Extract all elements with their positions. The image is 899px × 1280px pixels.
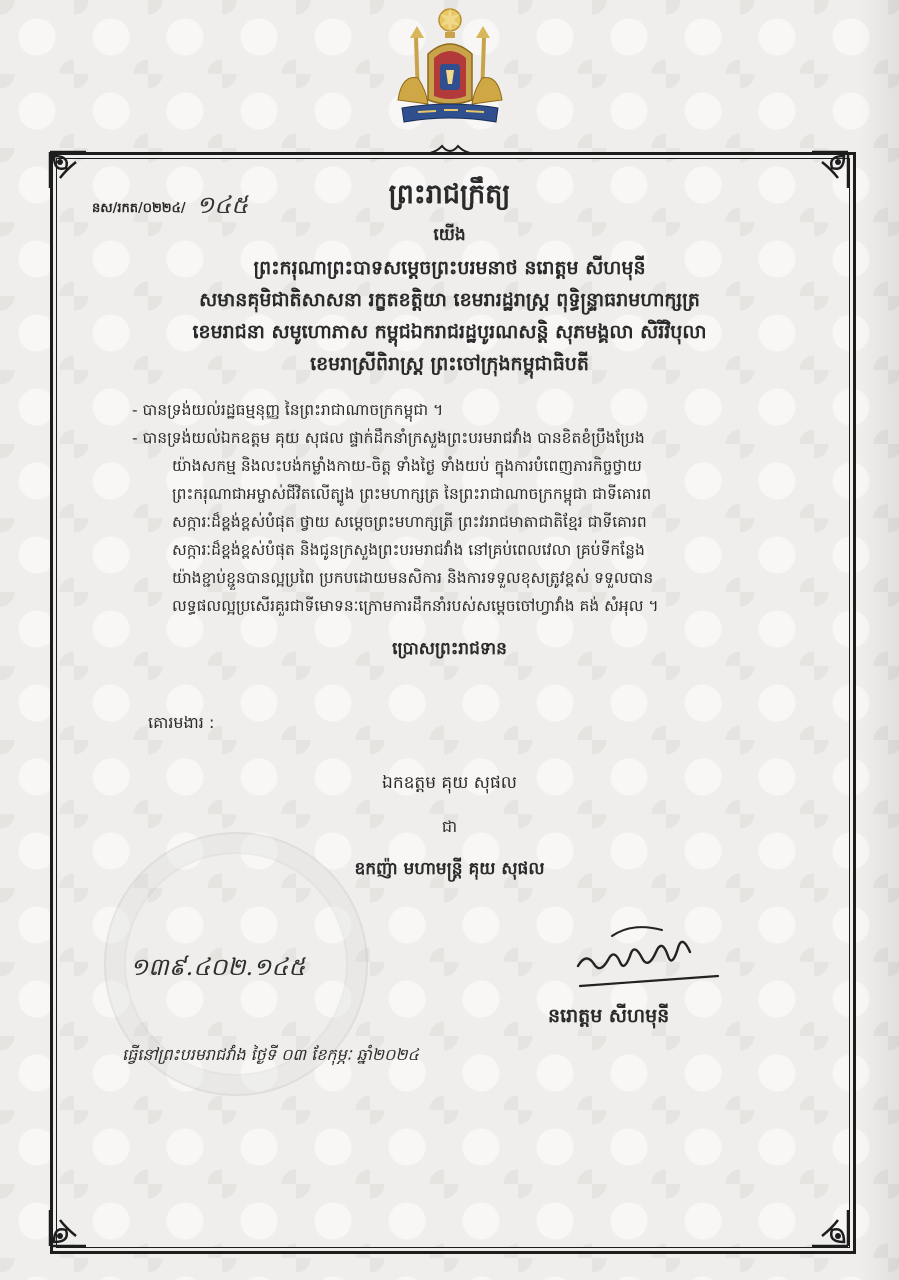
recipient-as: ជា: [441, 817, 458, 836]
corner-ornament-bottom-right: [808, 1206, 852, 1250]
royal-title-line: សមានគុមិជាតិសាសនា រក្ខតខត្តិយា ខេមរារដ្ឋរាស្ត្រ ពុទ្ធិន្ទ្រាធរាមហាក្សត្រ: [199, 289, 700, 311]
document-border: [50, 152, 856, 1254]
royal-title-line: ព្រះករុណាព្រះបាទសម្តេចព្រះបរមនាថ នរោត្តម សីហមុនី: [253, 257, 646, 279]
decree-title: ព្រះរាជក្រឹត្យ: [388, 179, 511, 210]
body-line: - បានទ្រង់យល់ឯកឧត្តម គុយ សុផល ផ្ទាក់ដឹកនាំក្រសួងព្រះបរមរាជវាំង បានខិតខំប្រឹងប្រែង: [132, 429, 645, 447]
body-line: សក្ការៈដ៏ខ្ពង់ខ្ពស់បំផុត និងជូនក្រសួងព្រះបរមរាជវាំង នៅគ្រប់ពេលវេលា គ្រប់ទីកន្លែង: [172, 541, 645, 559]
royal-title-line: ខេមរាជនា សមូហោភាស កម្ពុជឯករាជរដ្ឋបូរណសន្តិ សុភមង្គលា សិរីវិបុលា: [192, 321, 707, 343]
royal-emblem-icon: [388, 4, 512, 134]
recipient-name: ឯកឧត្តម គុយ សុផល: [382, 773, 517, 793]
body-line: យ៉ាងខ្ជាប់ខ្ជួនបានល្អប្រពៃ ប្រកបដោយមនសិការ និងការទទួលខុសត្រូវខ្ពស់ ទទួលបាន: [172, 569, 654, 587]
royal-signature: [572, 912, 722, 994]
recipient-label: គោរមងារ :: [148, 713, 215, 732]
body-line: យ៉ាងសកម្ម និងលះបង់កម្លាំងកាយ-ចិត្ត ទាំងថ្ងៃ ទាំងយប់ ក្នុងការបំពេញភារកិច្ចថ្វាយ: [172, 457, 642, 475]
body-line: - បានទ្រង់យល់រដ្ឋធម្មនុញ្ញ នៃព្រះរាជាណាចក្រកម្ពុជា ។: [132, 401, 444, 419]
royal-title-line: ខេមរាស្រីពិរាស្ត្រ ព្រះចៅក្រុងកម្ពុជាធិបតី: [310, 353, 589, 375]
decree-we: យើង: [433, 225, 466, 245]
corner-ornament-bottom-left: [46, 1206, 90, 1250]
reference-handwritten-number: ១៤៥: [196, 191, 249, 219]
signatory-name: នរោត្តម សីហមុនី: [548, 1005, 670, 1027]
border-ornament-top: [420, 142, 480, 158]
issued-date-line: ធ្វើនៅព្រះបរមរាជវាំង ថ្ងៃទី ០៣ ខែកុម្ភៈ ឆ្នាំ២០២៤: [122, 1045, 419, 1064]
order-heading: ប្រោសព្រះរាជទាន: [392, 639, 507, 659]
body-line: សក្ការៈដ៏ខ្ពង់ខ្ពស់បំផុត ថ្វាយ សម្តេចព្រះមហាក្សត្រី ព្រះវររាជមាតាជាតិខ្មែរ ជាទីគោរព: [172, 513, 647, 531]
body-line: ព្រះករុណាជាអម្ចាស់ជីវិតលើត្បូង ព្រះមហាក្សត្រ នៃព្រះរាជាណាចក្រកម្ពុជា ជាទីគោរព: [172, 485, 652, 503]
reference-number: នស/រកត/០២២៤/: [92, 201, 186, 216]
registration-handwritten-number: ១៣៩.៤០២.១៤៥: [130, 953, 306, 981]
recipient-title: ឧកញ៉ា មហាមន្ត្រី គុយ សុផល: [354, 859, 545, 879]
body-line: លទ្ធផលល្អប្រសើរគួរជាទីមោទនៈក្រោមការដឹកនាំរបស់សម្តេចចៅហ្វាវាំង គង់ សំអុល ។: [172, 597, 659, 615]
